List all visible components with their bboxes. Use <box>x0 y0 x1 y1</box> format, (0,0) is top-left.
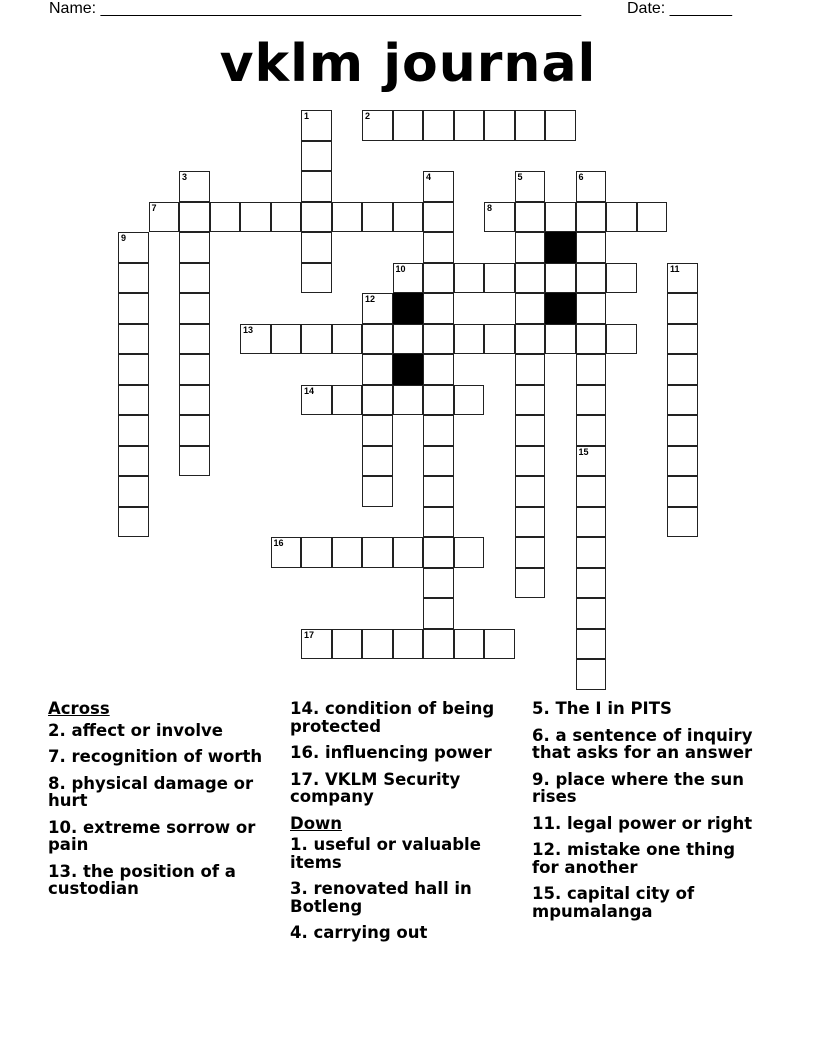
grid-cell[interactable] <box>667 415 698 446</box>
grid-cell[interactable] <box>362 293 393 324</box>
grid-cell[interactable] <box>423 202 454 233</box>
clue-number: 1 <box>304 111 310 121</box>
clue-number: 14 <box>304 385 315 396</box>
grid-cell[interactable] <box>423 385 454 416</box>
grid-cell[interactable] <box>576 354 607 385</box>
grid-cell[interactable] <box>515 354 546 385</box>
clue-number: 6 <box>578 172 584 182</box>
grid-cell[interactable] <box>515 446 546 477</box>
grid-cell[interactable] <box>576 598 607 629</box>
clue-number: 3 <box>182 172 188 182</box>
grid-cell[interactable] <box>240 324 271 355</box>
clue-down-9: 9. place where the sun rises <box>532 769 744 806</box>
clue-number: 8 <box>487 202 493 213</box>
grid-cell[interactable] <box>362 629 393 660</box>
clue-down-1: 1. useful or valuable items <box>290 835 481 872</box>
grid-cell[interactable] <box>179 415 210 446</box>
grid-cell[interactable] <box>423 232 454 263</box>
grid-cell[interactable] <box>515 385 546 416</box>
grid-cell[interactable] <box>454 110 485 141</box>
grid-cell[interactable] <box>576 659 607 690</box>
grid-cell[interactable] <box>454 324 485 355</box>
grid-cell[interactable] <box>515 507 546 538</box>
grid-cell[interactable] <box>423 537 454 568</box>
clue-number: 13 <box>243 324 254 335</box>
grid-cell[interactable] <box>454 629 485 660</box>
grid-cell[interactable] <box>515 568 546 599</box>
grid-cell[interactable] <box>179 171 210 202</box>
grid-cell[interactable] <box>118 324 149 355</box>
grid-cell[interactable] <box>362 354 393 385</box>
clue-number: 15 <box>578 446 589 457</box>
down-heading: Down <box>290 813 343 833</box>
grid-cell[interactable] <box>576 537 607 568</box>
grid-cell[interactable] <box>240 202 271 233</box>
clue-across-16: 16. influencing power <box>290 743 492 762</box>
grid-cell[interactable] <box>545 324 576 355</box>
grid-cell[interactable] <box>423 171 454 202</box>
grid-cell[interactable] <box>393 385 424 416</box>
grid-cell[interactable] <box>606 202 637 233</box>
clue-across-13: 13. the position of a custodian <box>48 861 236 898</box>
clues-column-3 <box>532 700 767 929</box>
grid-cell[interactable] <box>576 232 607 263</box>
grid-cell[interactable] <box>576 202 607 233</box>
grid-cell[interactable] <box>301 263 332 294</box>
grid-cell[interactable] <box>545 202 576 233</box>
grid-cell[interactable] <box>271 537 302 568</box>
clue-down-15: 15. capital city of mpumalanga <box>532 884 695 921</box>
grid-cell[interactable] <box>149 202 180 233</box>
clue-across-2: 2. affect or involve <box>48 720 223 740</box>
grid-cell[interactable] <box>423 110 454 141</box>
grid-cell[interactable] <box>332 537 363 568</box>
grid-cell[interactable] <box>118 415 149 446</box>
grid-cell[interactable] <box>576 568 607 599</box>
grid-cell[interactable] <box>515 232 546 263</box>
grid-cell[interactable] <box>423 598 454 629</box>
grid-cell[interactable] <box>454 263 485 294</box>
grid-cell[interactable] <box>179 263 210 294</box>
grid-cell[interactable] <box>301 324 332 355</box>
grid-cell[interactable] <box>362 476 393 507</box>
grid-cell[interactable] <box>179 202 210 233</box>
clue-down-6: 6. a sentence of inquiry that asks for an answer <box>532 725 753 762</box>
grid-cell[interactable] <box>515 293 546 324</box>
grid-cell[interactable] <box>301 537 332 568</box>
grid-cell[interactable] <box>454 385 485 416</box>
grid-cell[interactable] <box>576 171 607 202</box>
clue-across-8: 8. physical damage or hurt <box>48 773 254 810</box>
grid-cell[interactable] <box>484 263 515 294</box>
grid-cell[interactable] <box>301 202 332 233</box>
grid-cell[interactable] <box>606 263 637 294</box>
grid-cell[interactable] <box>484 110 515 141</box>
grid-cell[interactable] <box>362 446 393 477</box>
grid-cell[interactable] <box>301 232 332 263</box>
header <box>49 0 746 20</box>
grid-cell[interactable] <box>118 232 149 263</box>
grid-cell[interactable] <box>576 507 607 538</box>
grid-cell[interactable] <box>118 293 149 324</box>
grid-cell[interactable] <box>301 171 332 202</box>
grid-cell[interactable] <box>118 385 149 416</box>
grid-cell[interactable] <box>118 507 149 538</box>
grid-cell[interactable] <box>667 324 698 355</box>
clue-down-3: 3. renovated hall in Botleng <box>290 879 472 916</box>
grid-cell[interactable] <box>423 568 454 599</box>
grid-cell[interactable] <box>667 446 698 477</box>
clue-number: 16 <box>273 538 284 548</box>
grid-cell[interactable] <box>118 476 149 507</box>
grid-cell[interactable] <box>667 507 698 538</box>
grid-cell[interactable] <box>179 354 210 385</box>
grid-cell[interactable] <box>667 354 698 385</box>
grid-cell[interactable] <box>118 354 149 385</box>
grid-cell[interactable] <box>606 324 637 355</box>
grid-cell[interactable] <box>423 293 454 324</box>
grid-cell[interactable] <box>637 202 668 233</box>
grid-cell[interactable] <box>179 324 210 355</box>
grid-cell[interactable] <box>515 476 546 507</box>
grid-cell[interactable] <box>271 202 302 233</box>
grid-cell[interactable] <box>301 629 332 660</box>
grid-cell[interactable] <box>393 537 424 568</box>
grid-block <box>393 293 424 324</box>
grid-cell[interactable] <box>423 629 454 660</box>
grid-cell[interactable] <box>179 232 210 263</box>
grid-cell[interactable] <box>423 476 454 507</box>
grid-cell[interactable] <box>667 293 698 324</box>
across-heading: Across <box>48 699 110 718</box>
page-title: vklm journal <box>219 34 597 94</box>
grid-block <box>545 232 576 263</box>
grid-block <box>393 354 424 385</box>
grid-cell[interactable] <box>515 171 546 202</box>
grid-cell[interactable] <box>301 385 332 416</box>
grid-cell[interactable] <box>667 476 698 507</box>
grid-cell[interactable] <box>576 263 607 294</box>
grid-cell[interactable] <box>118 263 149 294</box>
grid-cell[interactable] <box>118 446 149 477</box>
grid-cell[interactable] <box>301 141 332 172</box>
clue-down-12: 12. mistake one thing for another <box>532 840 736 877</box>
clue-number: 10 <box>395 263 406 274</box>
grid-cell[interactable] <box>423 446 454 477</box>
clues-column-1 <box>48 700 273 907</box>
grid-cell[interactable] <box>362 202 393 233</box>
grid-cell[interactable] <box>271 324 302 355</box>
clue-across-17: 17. VKLM Security company <box>290 769 461 806</box>
grid-cell[interactable] <box>515 415 546 446</box>
clue-down-5: 5. The I in PITS <box>532 699 672 718</box>
grid-cell[interactable] <box>393 110 424 141</box>
grid-cell[interactable] <box>484 324 515 355</box>
clue-across-10: 10. extreme sorrow or pain <box>48 817 256 854</box>
grid-cell[interactable] <box>484 629 515 660</box>
grid-cell[interactable] <box>332 629 363 660</box>
grid-cell[interactable] <box>515 110 546 141</box>
clue-number: 7 <box>151 202 157 213</box>
grid-cell[interactable] <box>301 110 332 141</box>
grid-cell[interactable] <box>179 385 210 416</box>
clue-number: 12 <box>365 294 376 304</box>
grid-cell[interactable] <box>362 537 393 568</box>
grid-cell[interactable] <box>576 629 607 660</box>
clue-number: 4 <box>426 172 432 182</box>
grid-cell[interactable] <box>423 324 454 355</box>
clues-column-2 <box>290 700 515 951</box>
grid-cell[interactable] <box>576 415 607 446</box>
grid-cell[interactable] <box>576 446 607 477</box>
grid-cell[interactable] <box>393 324 424 355</box>
grid-cell[interactable] <box>576 385 607 416</box>
grid-cell[interactable] <box>545 110 576 141</box>
grid-cell[interactable] <box>515 537 546 568</box>
grid-cell[interactable] <box>576 293 607 324</box>
grid-cell[interactable] <box>454 537 485 568</box>
clue-down-4: 4. carrying out <box>290 923 428 942</box>
grid-cell[interactable] <box>179 293 210 324</box>
clue-number: 11 <box>670 263 680 274</box>
clue-across-7: 7. recognition of worth <box>48 747 263 766</box>
clue-number: 17 <box>304 629 315 640</box>
grid-cell[interactable] <box>515 263 546 294</box>
grid-cell[interactable] <box>332 324 363 355</box>
name-field-label[interactable]: Name: ______________________________________________________ <box>49 0 582 17</box>
grid-cell[interactable] <box>515 324 546 355</box>
grid-cell[interactable] <box>423 415 454 446</box>
clue-down-11: 11. legal power or right <box>532 813 753 833</box>
grid-cell[interactable] <box>362 415 393 446</box>
clue-number: 2 <box>365 111 371 121</box>
clue-number: 9 <box>121 233 127 243</box>
grid-cell[interactable] <box>545 263 576 294</box>
grid-cell[interactable] <box>362 324 393 355</box>
grid-cell[interactable] <box>576 324 607 355</box>
grid-cell[interactable] <box>362 385 393 416</box>
grid-cell[interactable] <box>393 263 424 294</box>
grid-cell[interactable] <box>332 202 363 233</box>
grid-cell[interactable] <box>576 476 607 507</box>
grid-block <box>545 293 576 324</box>
grid-cell[interactable] <box>362 110 393 141</box>
grid-cell[interactable] <box>667 263 698 294</box>
grid-cell[interactable] <box>393 629 424 660</box>
date-field-label[interactable]: Date: _______ <box>627 0 732 17</box>
grid-cell[interactable] <box>423 507 454 538</box>
grid-cell[interactable] <box>484 202 515 233</box>
grid-cell[interactable] <box>393 202 424 233</box>
grid-cell[interactable] <box>210 202 241 233</box>
grid-cell[interactable] <box>423 263 454 294</box>
grid-cell[interactable] <box>332 385 363 416</box>
grid-cell[interactable] <box>515 202 546 233</box>
grid-cell[interactable] <box>423 354 454 385</box>
clue-across-14: 14. condition of being protected <box>290 699 495 736</box>
grid-cell[interactable] <box>179 446 210 477</box>
grid-cell[interactable] <box>667 385 698 416</box>
clue-number: 5 <box>517 172 523 182</box>
